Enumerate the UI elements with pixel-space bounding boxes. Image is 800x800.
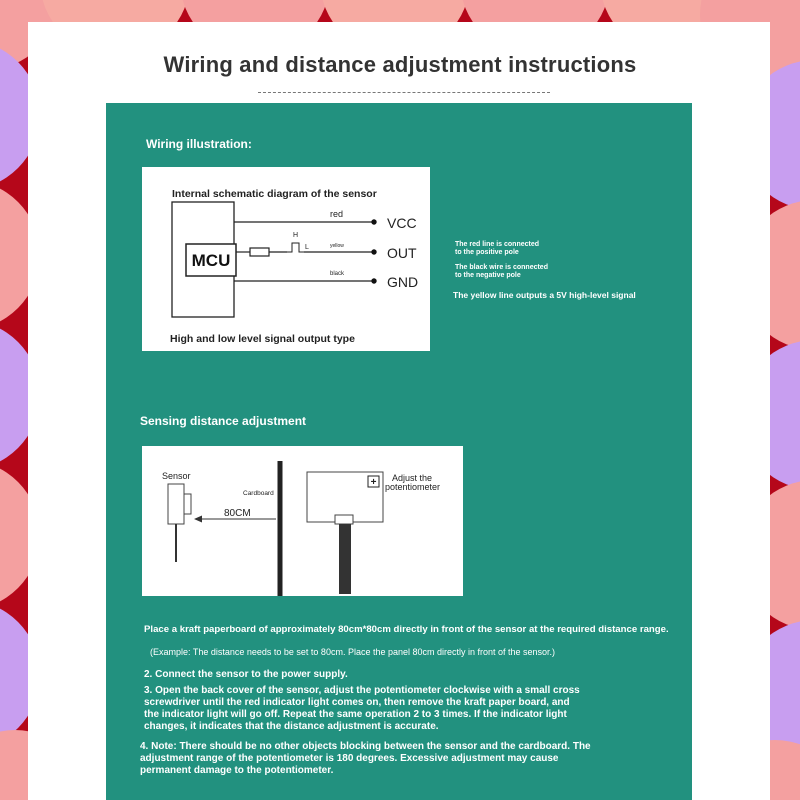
red-wire-label: red — [330, 209, 344, 219]
board-cable — [339, 524, 351, 594]
sensor-body — [168, 484, 184, 524]
mcu-label: MCU — [191, 251, 231, 270]
out-label: OUT — [387, 245, 417, 261]
pot-label-line1: Adjust the — [392, 473, 433, 483]
signal-caption: High and low level signal output type — [170, 333, 355, 345]
wiring-heading: Wiring illustration: — [146, 137, 252, 151]
pot-label-line2: potentiometer — [385, 482, 441, 492]
step-1: Place a kraft paperboard of approximately 80cm*80cm directly in front of the sensor at the required distance range. — [144, 624, 669, 635]
yellow-line-note: The yellow line outputs a 5V high-level signal — [453, 290, 636, 300]
diagram-title: Internal schematic diagram of the sensor — [172, 188, 377, 200]
page-title: Wiring and distance adjustment instructions — [163, 52, 637, 77]
black-wire-note: The black wire is connected to the negative pole — [455, 264, 548, 279]
step-1-example: (Example: The distance needs to be set to 80cm. Place the panel 80cm directly in front of the sensor.) — [150, 647, 556, 657]
cardboard-label: Cardboard — [243, 490, 274, 497]
sensor-front — [184, 494, 191, 514]
red-line-note: The red line is connected to the positive pole — [455, 241, 540, 256]
sensor-label: Sensor — [162, 471, 191, 481]
distance-label: 80CM — [224, 508, 251, 519]
signal-l-label: L — [305, 244, 309, 251]
gnd-terminal — [371, 278, 376, 283]
vcc-label: VCC — [387, 215, 417, 231]
gnd-label: GND — [387, 274, 419, 290]
out-terminal — [371, 249, 376, 254]
sensing-heading: Sensing distance adjustment — [140, 414, 307, 428]
vcc-terminal — [371, 219, 376, 224]
connector — [335, 515, 353, 524]
resistor-symbol — [250, 248, 269, 256]
step-4: 4. Note: There should be no other objects blocking between the sensor and the cardboard. The adjustment range of the potentiometer is 180 degrees. Excessive adjustment may cause permanent damage to the potentiometer. — [140, 741, 591, 776]
black-wire-label: black — [330, 271, 345, 277]
step-2: 2. Connect the sensor to the power supply. — [144, 669, 348, 680]
arrow-head — [194, 516, 202, 523]
distance-setup-illustration — [142, 446, 463, 596]
potentiometer-plus: + — [370, 477, 377, 488]
step-3: 3. Open the back cover of the sensor, adjust the potentiometer clockwise with a small cross screwdriver until the red indicator light comes on, then remove the kraft paper board, and the indicator light will go off. Repeat the same operation 2 to 3 times. If the indicator light changes, it indicates that the distance adjustment is accurate. — [144, 685, 580, 732]
signal-h-label: H — [293, 232, 299, 239]
title-divider — [258, 92, 550, 93]
sensing-diagram — [142, 446, 463, 596]
pulse-symbol — [287, 243, 304, 252]
yellow-wire-label: yellow — [330, 243, 344, 249]
